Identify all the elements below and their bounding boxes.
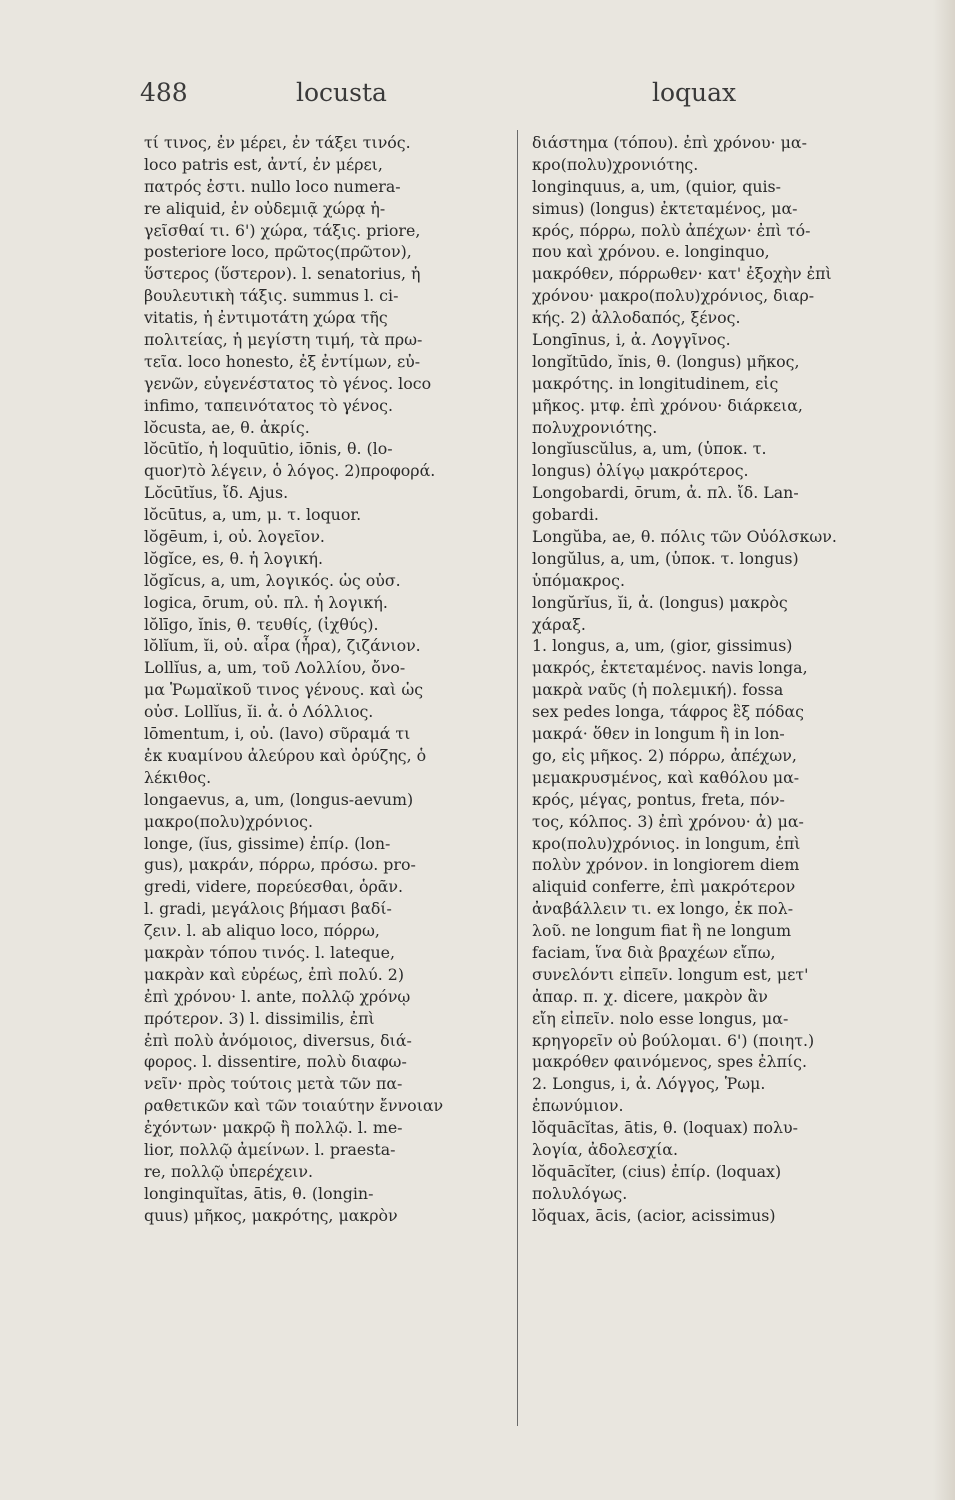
text-line: longĭuscŭlus, a, um, (ὑποκ. τ. bbox=[532, 439, 767, 459]
text-line: ὕστερος (ὕστερον). l. senatorius, ἡ bbox=[144, 264, 421, 284]
text-line: κής. 2) ἀλλοδαπός, ξένος. bbox=[532, 308, 741, 328]
text-line: longŭlus, a, um, (ὑποκ. τ. longus) bbox=[532, 548, 799, 568]
text-line: εἴη εἰπεῖν. nolo esse longus, μα- bbox=[532, 1008, 789, 1028]
text-line: lŏgēum, i, οὐ. λογεῖον. bbox=[144, 527, 325, 547]
text-line: Longŭba, ae, θ. πόλις τῶν Οὐόλσκων. bbox=[532, 527, 837, 547]
text-line: longus) ὀλίγῳ μακρότερος. bbox=[532, 461, 749, 481]
text-line: πολυχρονιότης. bbox=[532, 417, 658, 437]
text-line: μακρότης. in longitudinem, εἰς bbox=[532, 373, 779, 393]
text-line: βουλευτικὴ τάξις. summus l. ci- bbox=[144, 286, 399, 306]
text-line: φορος. l. dissentire, πολὺ διαφω- bbox=[144, 1052, 407, 1072]
text-line: τεῖα. loco honesto, ἐξ ἐντίμων, εὐ- bbox=[144, 351, 421, 371]
text-line: χρόνου· μακρο(πολυ)χρόνιος, διαρ- bbox=[532, 286, 815, 306]
text-line: μακρά· ὅθεν in longum ἢ in lon- bbox=[532, 724, 785, 744]
text-line: Longīnus, i, ἀ. Λογγῖνος. bbox=[532, 330, 731, 350]
text-line: vitatis, ἡ ἐντιμοτάτη χώρα τῆς bbox=[144, 308, 388, 328]
text-line: μακρόθεν φαινόμενος, spes ἐλπίς. bbox=[532, 1052, 808, 1072]
text-line: Lollĭus, a, um, τοῦ Λολλίου, ὄνο- bbox=[144, 658, 406, 678]
text-line: longaevus, a, um, (longus-aevum) bbox=[144, 789, 414, 809]
text-line: ἐχόντων· μακρῷ ἢ πολλῷ. l. me- bbox=[144, 1118, 403, 1138]
text-line: μῆκος. μτφ. ἐπὶ χρόνου· διάρκεια, bbox=[532, 395, 803, 415]
text-line: infimo, ταπεινότατος τὸ γένος. bbox=[144, 395, 393, 415]
text-line: που καὶ χρόνου. e. longinquo, bbox=[532, 242, 770, 262]
text-line: longinquus, a, um, (quior, quis- bbox=[532, 176, 781, 196]
text-line: λέκιθος. bbox=[144, 767, 212, 787]
text-line: lŏquax, ācis, (acior, acissimus) bbox=[532, 1205, 776, 1225]
text-line: quus) μῆκος, μακρότης, μακρὸν bbox=[144, 1205, 398, 1225]
text-line: τί τινος, ἐν μέρει, ἐν τάξει τινός. bbox=[144, 133, 411, 152]
text-line: γεῖσθαί τι. 6') χώρα, τάξις. priore, bbox=[144, 220, 421, 240]
text-line: μακρός, ἐκτεταμένος. navis longa, bbox=[532, 658, 808, 678]
text-line: κρο(πολυ)χρόνιος. in longum, ἐπὶ bbox=[532, 833, 801, 853]
text-line: lōmentum, i, οὐ. (lavo) σῦραμά τι bbox=[144, 724, 411, 744]
text-line: loco patris est, ἀντί, ἐν μέρει, bbox=[144, 154, 383, 174]
text-line: μακρὰ ναῦς (ἡ πολεμική). fossa bbox=[532, 680, 784, 700]
text-line: κρηγορεῖν οὐ βούλομαι. 6') (ποιητ.) bbox=[532, 1030, 815, 1050]
page-edge-shadow bbox=[933, 0, 955, 1500]
text-line: πολυλόγως. bbox=[532, 1183, 628, 1203]
text-line: 2. Longus, i, ἀ. Λόγγος, Ῥωμ. bbox=[532, 1074, 766, 1094]
text-line: μακρὰν τόπου τινός. l. lateque, bbox=[144, 942, 396, 962]
left-guide-word: locusta bbox=[296, 78, 387, 107]
text-line: κρός, μέγας, pontus, freta, πόν- bbox=[532, 789, 785, 809]
text-line: χάραξ. bbox=[532, 614, 586, 634]
page-header bbox=[140, 78, 750, 118]
text-line: μακρο(πολυ)χρόνιος. bbox=[144, 811, 313, 831]
text-line: συνελόντι εἰπεῖν. longum est, μετ' bbox=[532, 964, 809, 984]
text-line: lŏcūtĭo, ἡ loquūtio, iōnis, θ. (lo- bbox=[144, 439, 393, 459]
text-line: lŏquācĭter, (cius) ἐπίρ. (loquax) bbox=[532, 1161, 782, 1181]
text-line: πατρός ἐστι. nullo loco numera- bbox=[144, 176, 401, 196]
text-line: ἀναβάλλειν τι. ex longo, ἐκ πολ- bbox=[532, 899, 794, 919]
text-line: κρός, πόρρω, πολὺ ἀπέχων· ἐπὶ τό- bbox=[532, 220, 811, 240]
text-line: λοῦ. ne longum fiat ἢ ne longum bbox=[532, 921, 792, 941]
text-line: lior, πολλῷ ἀμείνων. l. praesta- bbox=[144, 1139, 396, 1159]
text-line: longŭrĭus, ĭi, ἀ. (longus) μακρὸς bbox=[532, 592, 788, 612]
text-line: πρότερον. 3) l. dissimilis, ἐπὶ bbox=[144, 1008, 375, 1028]
text-line: go, εἰς μῆκος. 2) πόρρω, ἀπέχων, bbox=[532, 745, 797, 765]
text-line: ζειν. l. ab aliquo loco, πόρρω, bbox=[144, 921, 380, 941]
text-line: lŏquācĭtas, ātis, θ. (loquax) πολυ- bbox=[532, 1118, 798, 1138]
text-line: longe, (ĭus, gissime) ἐπίρ. (lon- bbox=[144, 833, 391, 853]
text-line: gus), μακράν, πόρρω, πρόσω. pro- bbox=[144, 855, 416, 875]
text-line: μα Ῥωμαϊκοῦ τινος γένους. καὶ ὡς bbox=[144, 680, 424, 700]
text-line: lŏlīgo, ĭnis, θ. τευθίς, (ἰχθύς). bbox=[144, 614, 379, 634]
text-line: longĭtūdo, ĭnis, θ. (longus) μῆκος, bbox=[532, 351, 800, 371]
text-line: posteriore loco, πρῶτος(πρῶτον), bbox=[144, 242, 412, 262]
text-line: aliquid conferre, ἐπὶ μακρότερον bbox=[532, 877, 796, 897]
text-line: simus) (longus) ἐκτεταμένος, μα- bbox=[532, 198, 798, 218]
text-line: μακρὰν καὶ εὐρέως, ἐπὶ πολύ. 2) bbox=[144, 964, 405, 984]
text-line: ἐκ κυαμίνου ἀλεύρου καὶ ὀρύζης, ὁ bbox=[144, 745, 427, 765]
text-line: ἐπωνύμιον. bbox=[532, 1096, 624, 1116]
text-line: logica, ōrum, οὐ. πλ. ἡ λογική. bbox=[144, 592, 388, 612]
text-line: μεμακρυσμένος, καὶ καθόλου μα- bbox=[532, 767, 800, 787]
text-line: οὐσ. Lollĭus, ĭi. ἀ. ὁ Λόλλιος. bbox=[144, 702, 374, 722]
text-line: faciam, ἵνα διὰ βραχέων εἴπω, bbox=[532, 942, 776, 962]
text-line: πολιτείας, ἡ μεγίστη τιμή, τὰ πρω- bbox=[144, 330, 423, 350]
text-line: l. gradi, μεγάλοις βήμασι βαδί- bbox=[144, 899, 392, 919]
text-line: quor)τὸ λέγειν, ὁ λόγος. 2)προφορά. bbox=[144, 461, 436, 481]
text-line: ὑπόμακρος. bbox=[532, 570, 625, 590]
text-line: νεῖν· πρὸς τούτοις μετὰ τῶν πα- bbox=[144, 1074, 403, 1094]
text-line: gobardi. bbox=[532, 505, 599, 525]
text-line: διάστημα (τόπου). ἐπὶ χρόνου· μα- bbox=[532, 133, 807, 152]
text-line: lŏcusta, ae, θ. ἀκρίς. bbox=[144, 417, 310, 437]
text-line: μακρόθεν, πόρρωθεν· κατ' ἐξοχὴν ἐπὶ bbox=[532, 264, 832, 284]
page-number: 488 bbox=[140, 78, 188, 107]
text-line: sex pedes longa, τάφρος ἓξ πόδας bbox=[532, 702, 804, 722]
right-column bbox=[532, 132, 894, 1227]
text-line: ἐπὶ χρόνου· l. ante, πολλῷ χρόνῳ bbox=[144, 986, 411, 1006]
text-line: 1. longus, a, um, (gior, gissimus) bbox=[532, 636, 793, 656]
text-line: γενῶν, εὐγενέστατος τὸ γένος. loco bbox=[144, 373, 432, 393]
text-line: lŏgĭce, es, θ. ἡ λογική. bbox=[144, 548, 324, 568]
right-guide-word: loquax bbox=[652, 78, 737, 107]
text-line: λογία, ἀδολεσχία. bbox=[532, 1139, 678, 1159]
text-line: longinquĭtas, ātis, θ. (longin- bbox=[144, 1183, 374, 1203]
text-line: Longobardi, ōrum, ἀ. πλ. ἴδ. Lan- bbox=[532, 483, 799, 503]
text-line: τος, κόλπος. 3) ἐπὶ χρόνου· ἀ) μα- bbox=[532, 811, 804, 831]
text-line: re, πολλῷ ὑπερέχειν. bbox=[144, 1161, 313, 1181]
column-divider bbox=[517, 130, 518, 1426]
text-line: lŏcūtus, a, um, μ. τ. loquor. bbox=[144, 505, 362, 525]
text-line: ραθετικῶν καὶ τῶν τοιαύτην ἔννοιαν bbox=[144, 1096, 444, 1116]
text-line: ἀπαρ. π. χ. dicere, μακρὸν ἂν bbox=[532, 986, 768, 1006]
text-line: lŏlĭum, ĭi, οὐ. αἶρα (ἧρα), ζιζάνιον. bbox=[144, 636, 421, 656]
text-line: Lŏcūtĭus, ἴδ. Ajus. bbox=[144, 483, 289, 503]
text-line: κρο(πολυ)χρονιότης. bbox=[532, 154, 699, 174]
text-line: ἐπὶ πολὺ ἀνόμοιος, diversus, διά- bbox=[144, 1030, 412, 1050]
text-line: πολὺν χρόνον. in longiorem diem bbox=[532, 855, 800, 875]
text-line: lŏgĭcus, a, um, λογικός. ὡς οὐσ. bbox=[144, 570, 401, 590]
left-column bbox=[144, 132, 506, 1227]
text-line: re aliquid, ἐν οὐδεμιᾷ χώρᾳ ἡ- bbox=[144, 198, 386, 218]
text-line: gredi, videre, πορεύεσθαι, ὁρᾶν. bbox=[144, 877, 404, 897]
